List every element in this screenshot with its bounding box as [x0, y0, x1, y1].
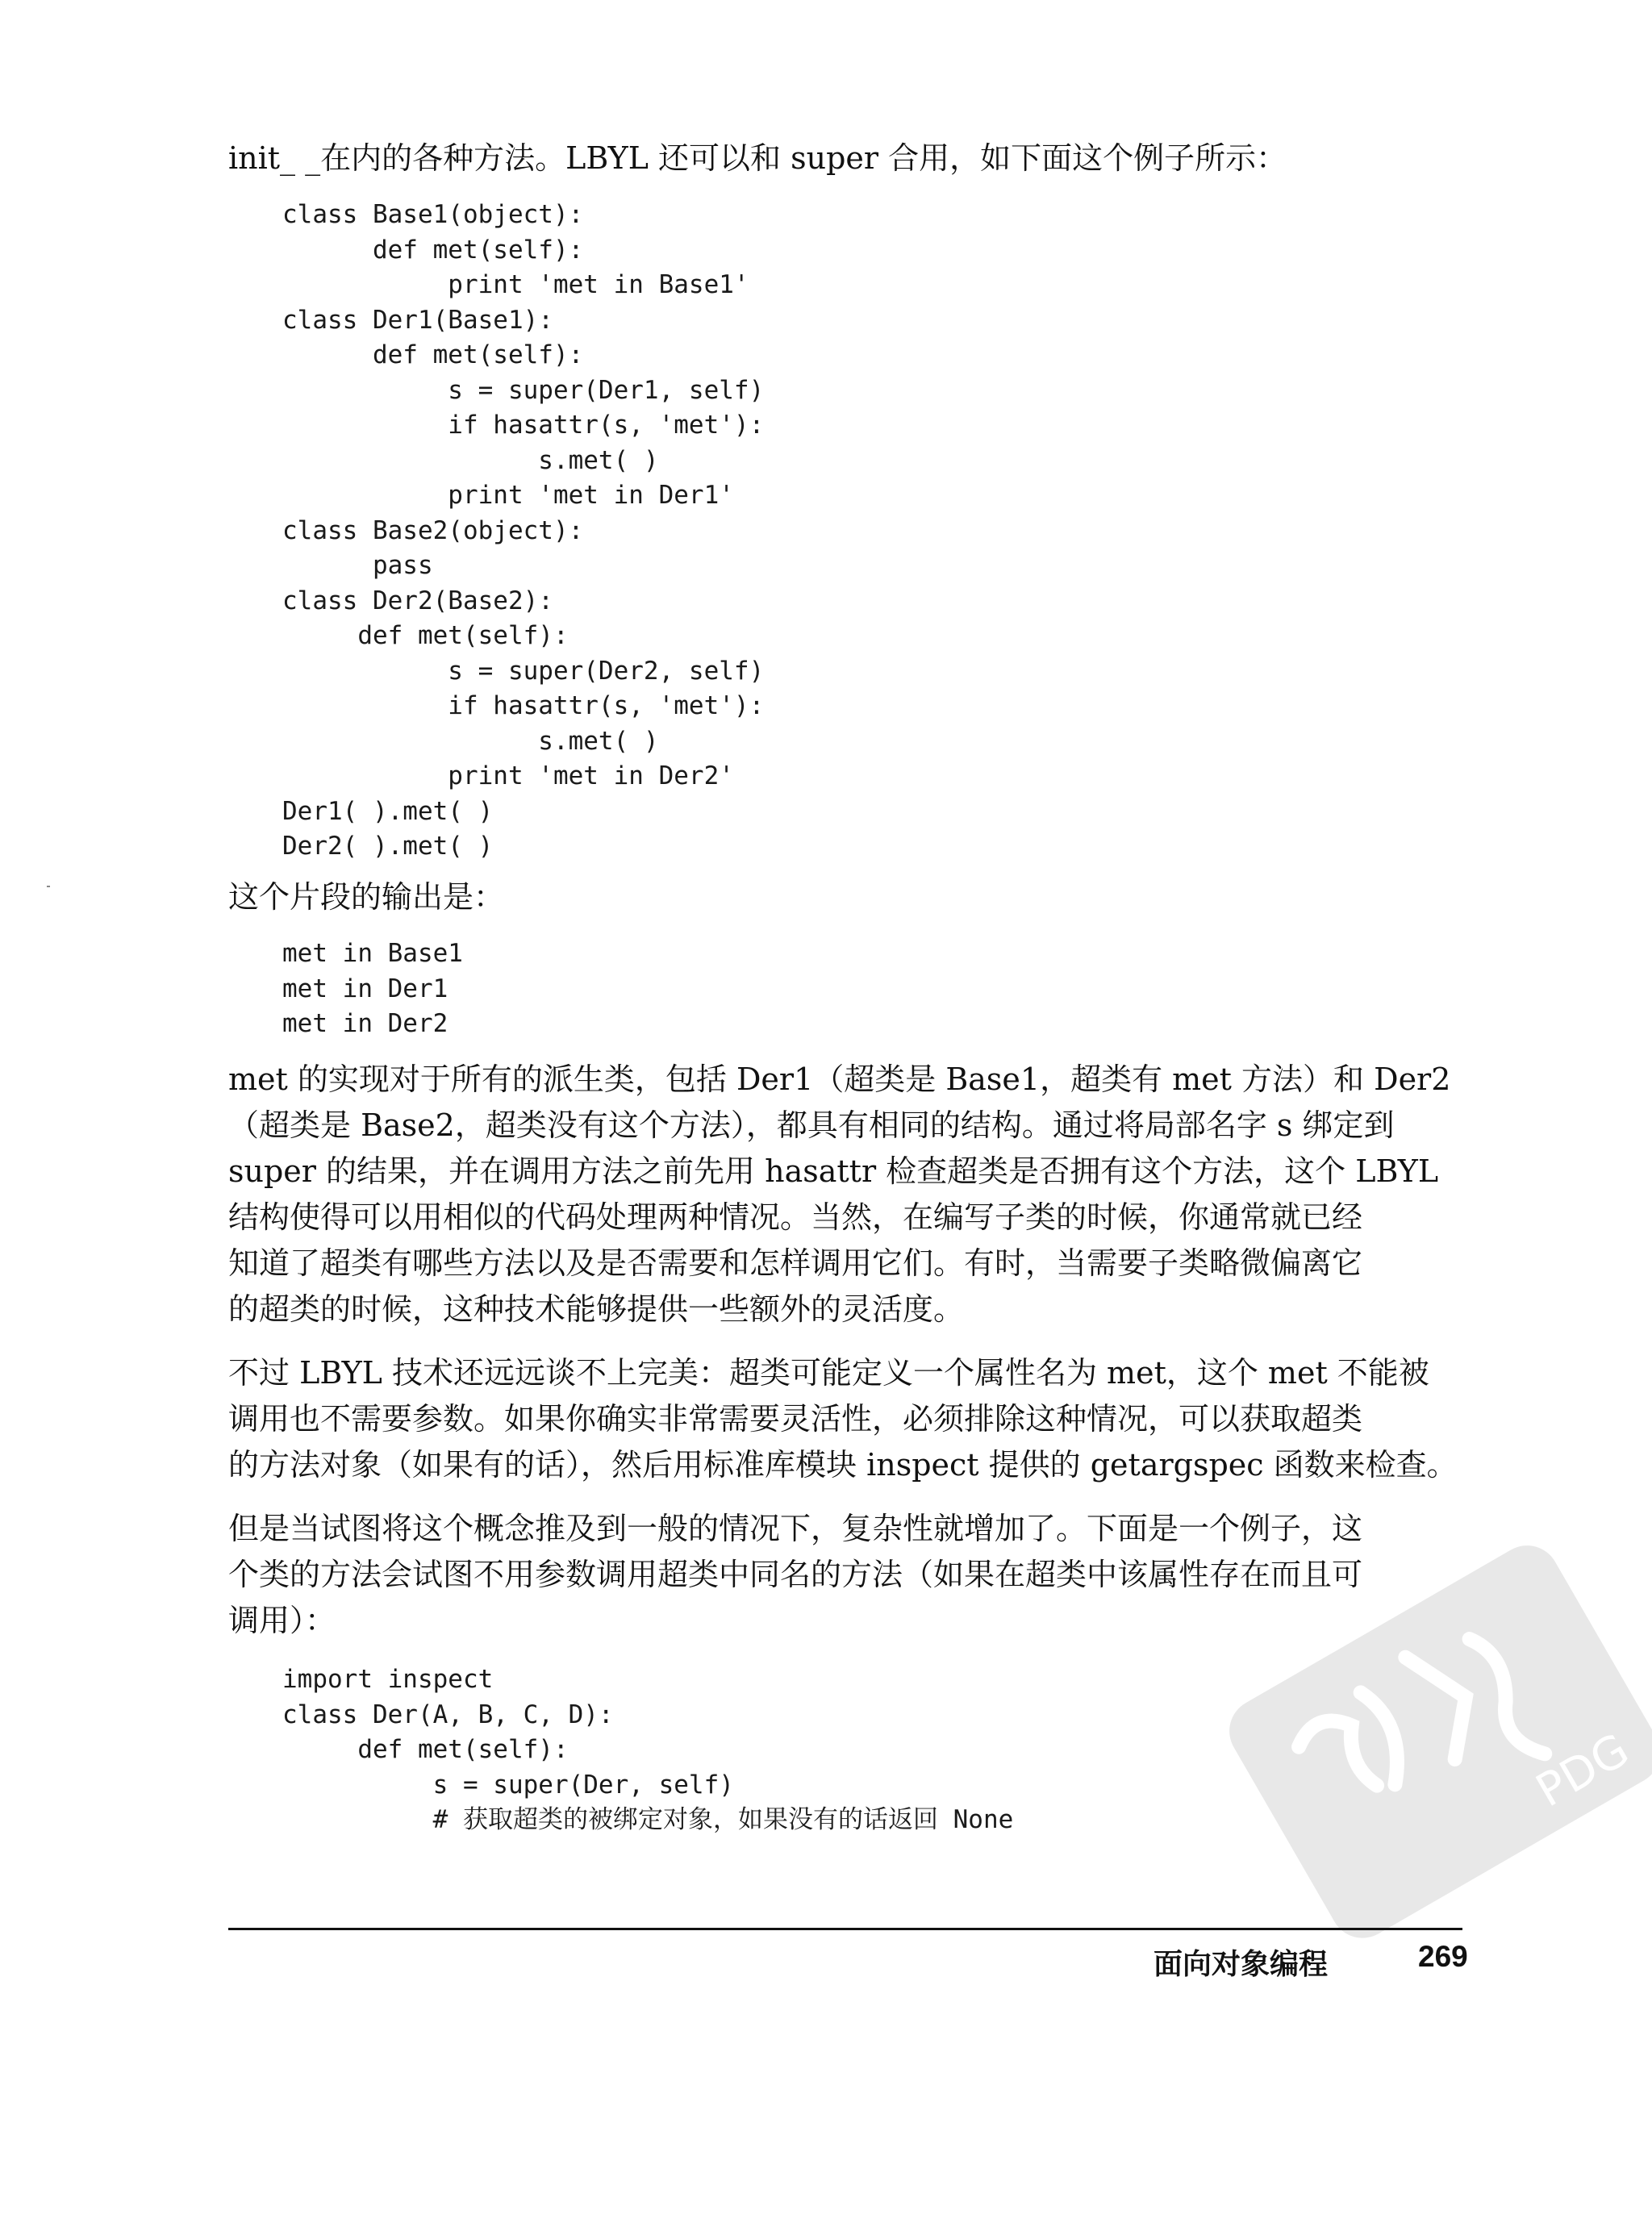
- code-line: pass: [282, 551, 433, 580]
- code-line: def met(self):: [282, 340, 584, 369]
- text-line: 知道了超类有哪些方法以及是否需要和怎样调用它们。有时，当需要子类略微偏离它: [228, 1245, 1363, 1281]
- code-line: print 'met in Base1': [282, 270, 749, 299]
- text-line: 这个片段的输出是：: [228, 879, 505, 915]
- limitations-paragraph: [228, 1350, 1462, 1488]
- text-line: 不过 LBYL 技术还远远谈不上完美：超类可能定义一个属性名为 met，这个 met 不能被: [228, 1355, 1429, 1391]
- code-line: import inspect: [282, 1665, 494, 1694]
- code-line: if hasattr(s, 'met'):: [282, 411, 765, 440]
- code-block-output: [282, 936, 463, 1042]
- code-line: def met(self):: [282, 235, 584, 265]
- code-line: met in Base1: [282, 939, 463, 968]
- code-line: class Base1(object):: [282, 200, 584, 229]
- code-line: s = super(Der1, self): [282, 375, 765, 405]
- code-line: def met(self):: [282, 1735, 569, 1764]
- text-line: 的超类的时候，这种技术能够提供一些额外的灵活度。: [228, 1291, 965, 1327]
- code-line: Der1( ).met( ): [282, 796, 494, 826]
- text-line: 但是当试图将这个概念推及到一般的情况下，复杂性就增加了。下面是一个例子，这: [228, 1511, 1363, 1546]
- text-line: 结构使得可以用相似的代码处理两种情况。当然，在编写子类的时候，你通常就已经: [228, 1199, 1363, 1235]
- code-line: Der2( ).met( ): [282, 832, 494, 861]
- pdg-stamp-watermark-icon: [1210, 1516, 1652, 1968]
- text-line: 个类的方法会试图不用参数调用超类中同名的方法（如果在超类中该属性存在而且可: [228, 1557, 1363, 1592]
- code-line: class Der1(Base1):: [282, 305, 553, 335]
- output-label-paragraph: [228, 874, 1462, 920]
- code-line: met in Der2: [282, 1009, 448, 1038]
- footer-rule: [228, 1928, 1462, 1930]
- code-line: print 'met in Der2': [282, 761, 734, 790]
- code-line: print 'met in Der1': [282, 481, 734, 510]
- code-line: class Der2(Base2):: [282, 586, 553, 615]
- text-line: super 的结果，并在调用方法之前先用 hasattr 检查超类是否拥有这个方法，这个 LBYL: [228, 1153, 1439, 1189]
- text-line: 的方法对象（如果有的话），然后用标准库模块 inspect 提供的 getargspec 函数来检查。: [228, 1447, 1458, 1483]
- code-line: s = super(Der, self): [282, 1770, 734, 1800]
- text-line: 调用）：: [228, 1603, 336, 1638]
- intro-paragraph: [228, 136, 1462, 181]
- code-line: # 获取超类的被绑定对象，如果没有的话返回 None: [282, 1805, 1014, 1834]
- code-line: class Der(A, B, C, D):: [282, 1700, 614, 1729]
- code-line: if hasattr(s, 'met'):: [282, 691, 765, 720]
- text-line: （超类是 Base2，超类没有这个方法），都具有相同的结构。通过将局部名字 s 绑定到: [228, 1107, 1395, 1143]
- text-line: met 的实现对于所有的派生类，包括 Der1（超类是 Base1，超类有 met 方法）和 Der2: [228, 1061, 1451, 1097]
- footer-section-title: 面向对象编程: [1153, 1948, 1329, 1981]
- text-line: 调用也不需要参数。如果你确实非常需要灵活性，必须排除这种情况，可以获取超类: [228, 1401, 1363, 1437]
- code-line: s.met( ): [282, 726, 659, 756]
- text-line: init_ _在内的各种方法。LBYL 还可以和 super 合用，如下面这个例子所示：: [228, 140, 1287, 176]
- scan-speck: [47, 886, 50, 887]
- explanation-paragraph: [228, 1057, 1462, 1333]
- code-line: met in Der1: [282, 974, 448, 1003]
- page-number: 269: [1418, 1940, 1468, 1973]
- code-line: s = super(Der2, self): [282, 656, 765, 686]
- watermark-text: PDG: [1527, 1723, 1638, 1818]
- code-block-lbyl-super: [282, 198, 764, 865]
- code-block-inspect: [282, 1662, 1013, 1838]
- code-line: class Base2(object):: [282, 515, 584, 545]
- code-line: s.met( ): [282, 445, 659, 475]
- code-line: def met(self):: [282, 621, 569, 650]
